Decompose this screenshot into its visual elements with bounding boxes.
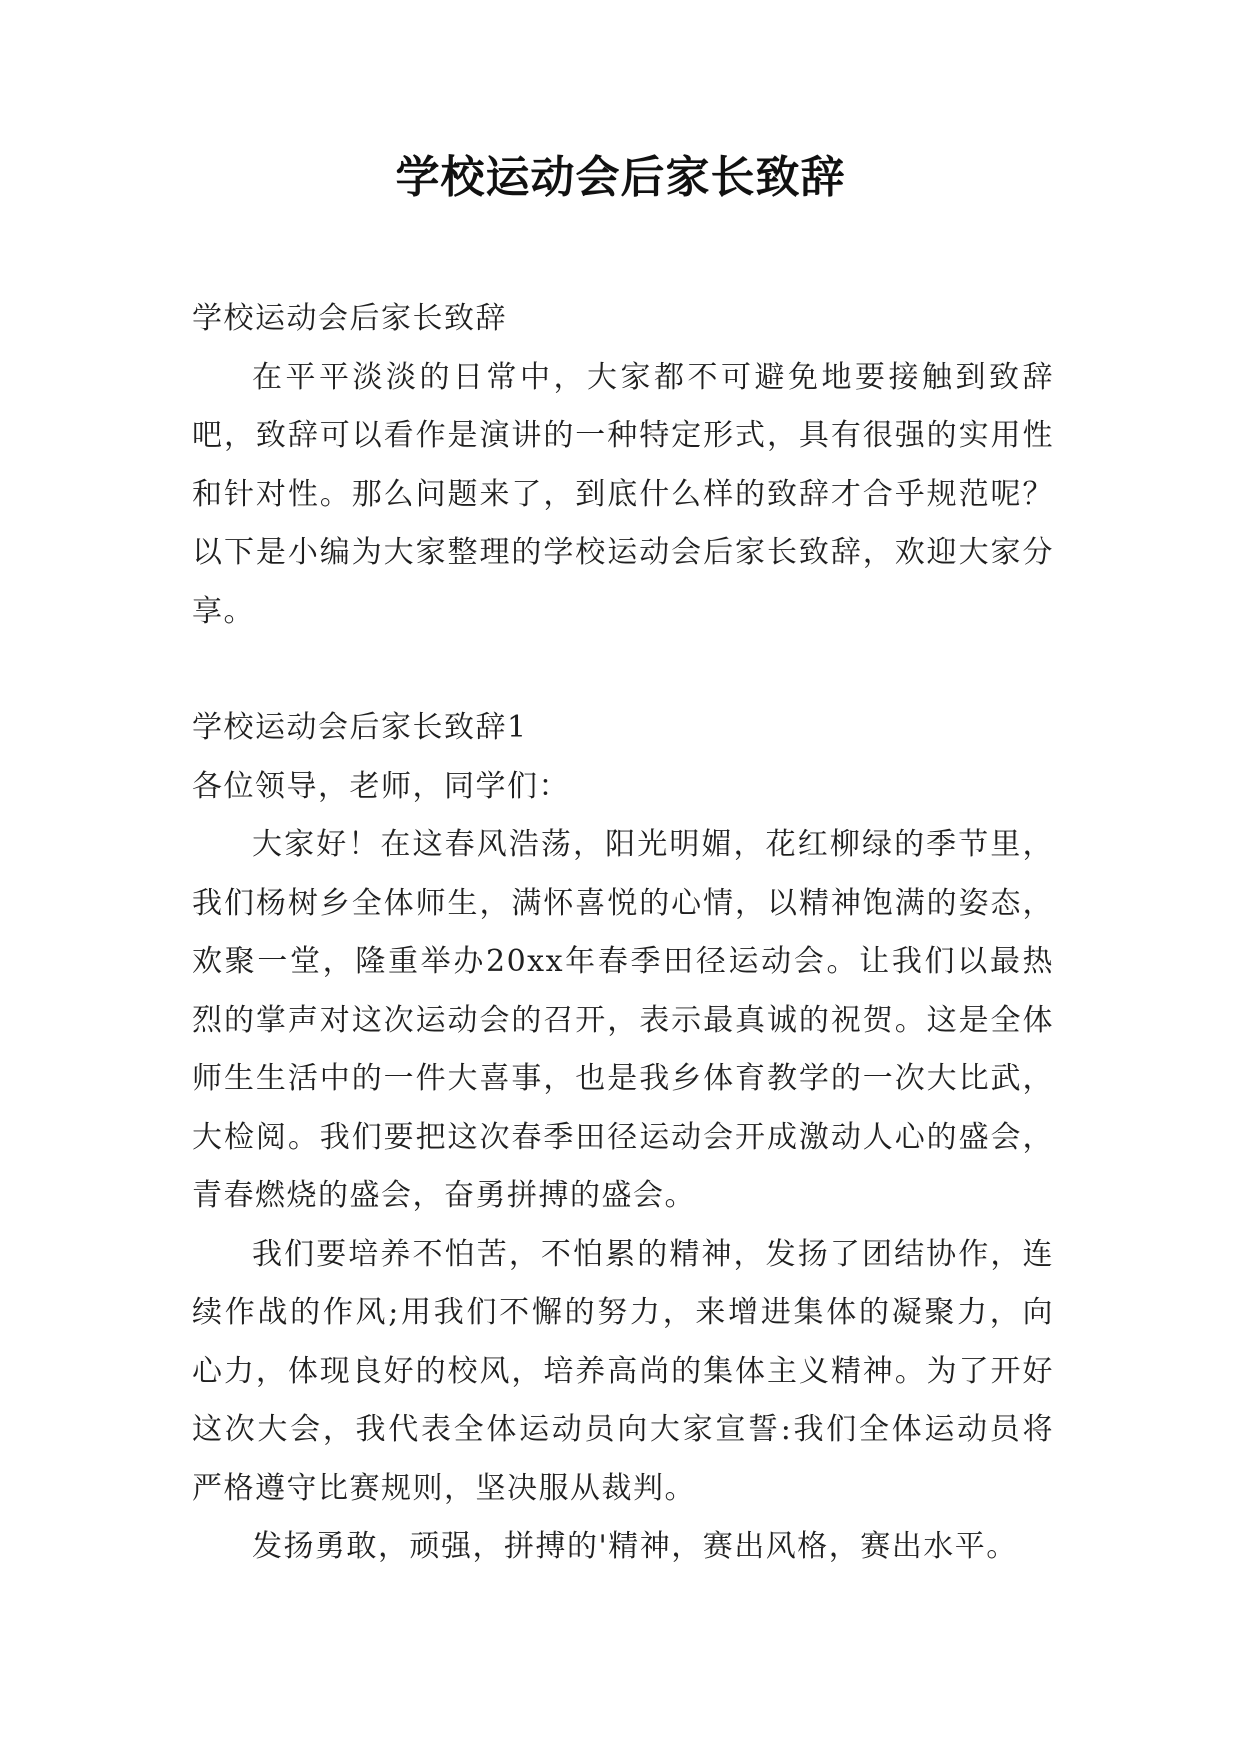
body-paragraph-2: 我们要培养不怕苦，不怕累的精神，发扬了团结协作，连续作战的作风;用我们不懈的努力，来增进集体的凝聚力，向心力，体现良好的校风，培养高尚的集体主义精神。为了开好这次大会，我代表全体运动员向大家宣誓:我们全体运动员将严格遵守比赛规则，坚决服从裁判。 — [192, 1236, 1054, 1506]
section-spacer — [192, 641, 1054, 699]
intro-paragraph: 在平平淡淡的日常中，大家都不可避免地要接触到致辞吧，致辞可以看作是演讲的一种特定形式，具有很强的实用性和针对性。那么问题来了，到底什么样的致辞才合乎规范呢？以下是小编为大家整理的学校运动会后家长致辞，欢迎大家分享。 — [192, 359, 1054, 629]
document-body — [192, 290, 1054, 1577]
document-title: 学校运动会后家长致辞 — [395, 152, 846, 203]
section-heading: 学校运动会后家长致辞1 — [192, 710, 528, 745]
body-paragraph-1: 大家好！在这春风浩荡，阳光明媚，花红柳绿的季节里，我们杨树乡全体师生，满怀喜悦的心情，以精神饱满的姿态，欢聚一堂，隆重举办20xx年春季田径运动会。让我们以最热烈的掌声对这次运动会的召开，表示最真诚的祝贺。这是全体师生生活中的一件大喜事，也是我乡体育教学的一次大比武，大检阅。我们要把这次春季田径运动会开成激动人心的盛会，青春燃烧的盛会，奋勇拼搏的盛会。 — [192, 827, 1054, 1213]
document-subtitle: 学校运动会后家长致辞 — [192, 301, 507, 336]
body-paragraph-3: 发扬勇敢，顽强，拼搏的'精神，赛出风格，赛出水平。 — [252, 1529, 1018, 1564]
greeting-line: 各位领导，老师，同学们： — [192, 768, 570, 804]
